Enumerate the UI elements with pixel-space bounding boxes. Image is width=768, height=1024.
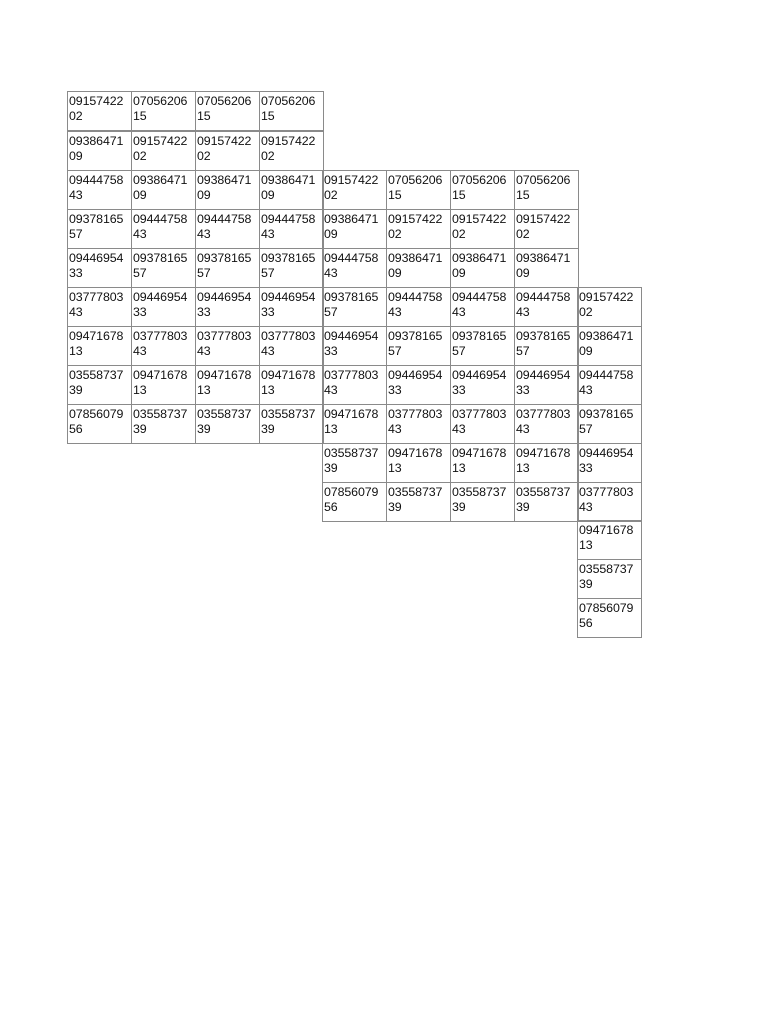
table-cell: 09157422 02 [131,131,196,171]
table-cell: 07056206 15 [450,170,515,210]
table-cell: 09386471 09 [259,170,324,210]
table-cell: 03777803 43 [67,287,132,327]
table-cell: 09378165 57 [131,248,196,288]
table-cell: 09157422 02 [195,131,260,171]
table-cell: 07856079 56 [577,598,642,638]
table-cell: 03777803 43 [386,404,451,444]
table-cell: 03777803 43 [322,365,387,405]
table-cell: 09378165 57 [386,326,451,366]
table-cell: 09471678 13 [450,443,515,483]
table-cell: 09444758 43 [259,209,324,249]
table-cell: 03777803 43 [131,326,196,366]
table-cell: 09157422 02 [514,209,579,249]
table-cell: 09471678 13 [131,365,196,405]
table-cell: 03558737 39 [577,559,642,599]
table-cell: 09446954 33 [131,287,196,327]
table-cell: 09386471 09 [514,248,579,288]
table-cell: 03777803 43 [259,326,324,366]
table-cell: 09157422 02 [577,287,642,327]
table-cell: 09386471 09 [195,170,260,210]
table-cell: 03777803 43 [514,404,579,444]
table-cell: 09471678 13 [259,365,324,405]
table-cell: 09444758 43 [450,287,515,327]
table-cell: 09446954 33 [322,326,387,366]
table-cell: 09446954 33 [514,365,579,405]
table-cell: 03558737 39 [195,404,260,444]
table-cell: 09444758 43 [514,287,579,327]
table-cell: 09378165 57 [322,287,387,327]
table-cell: 07056206 15 [514,170,579,210]
table-cell: 09157422 02 [259,131,324,171]
table-cell: 09444758 43 [322,248,387,288]
table-cell: 03558737 39 [450,482,515,522]
table-cell: 03777803 43 [450,404,515,444]
table-cell: 09157422 02 [386,209,451,249]
table-cell: 09378165 57 [577,404,642,444]
table-cell: 03558737 39 [259,404,324,444]
table-cell: 09471678 13 [514,443,579,483]
table-cell: 07856079 56 [322,482,387,522]
table-cell: 09157422 02 [322,170,387,210]
table-cell: 03558737 39 [514,482,579,522]
table-cell: 09446954 33 [577,443,642,483]
table-cell: 03558737 39 [67,365,132,405]
table-cell: 03558737 39 [131,404,196,444]
table-cell: 09471678 13 [577,520,642,560]
table-cell: 09446954 33 [450,365,515,405]
table-cell: 07856079 56 [67,404,132,444]
table-cell: 09446954 33 [195,287,260,327]
table-cell: 09386471 09 [577,326,642,366]
table-cell: 09157422 02 [67,91,132,131]
table-cell: 09446954 33 [67,248,132,288]
table-cell: 07056206 15 [386,170,451,210]
table-cell: 07056206 15 [259,91,324,131]
table-cell: 09444758 43 [131,209,196,249]
table-cell: 09444758 43 [577,365,642,405]
table-cell: 09378165 57 [259,248,324,288]
table-cell: 09471678 13 [195,365,260,405]
table-cell: 09444758 43 [67,170,132,210]
table-cell: 09157422 02 [450,209,515,249]
table-cell: 09378165 57 [514,326,579,366]
table-cell: 03777803 43 [195,326,260,366]
table-cell: 09386471 09 [322,209,387,249]
table-cell: 07056206 15 [131,91,196,131]
table-cell: 09446954 33 [386,365,451,405]
table-cell: 03558737 39 [386,482,451,522]
table-cell: 07056206 15 [195,91,260,131]
table-cell: 09444758 43 [195,209,260,249]
table-cell: 09386471 09 [386,248,451,288]
table-cell: 09471678 13 [322,404,387,444]
table-cell: 09446954 33 [259,287,324,327]
table-cell: 03558737 39 [322,443,387,483]
table-cell: 03777803 43 [577,482,642,522]
table-cell: 09378165 57 [450,326,515,366]
table-cell: 09378165 57 [195,248,260,288]
table-cell: 09444758 43 [386,287,451,327]
table-cell: 09386471 09 [450,248,515,288]
table-cell: 09471678 13 [67,326,132,366]
table-cell: 09471678 13 [386,443,451,483]
table-cell: 09386471 09 [131,170,196,210]
table-cell: 09378165 57 [67,209,132,249]
table-cell: 09386471 09 [67,131,132,171]
